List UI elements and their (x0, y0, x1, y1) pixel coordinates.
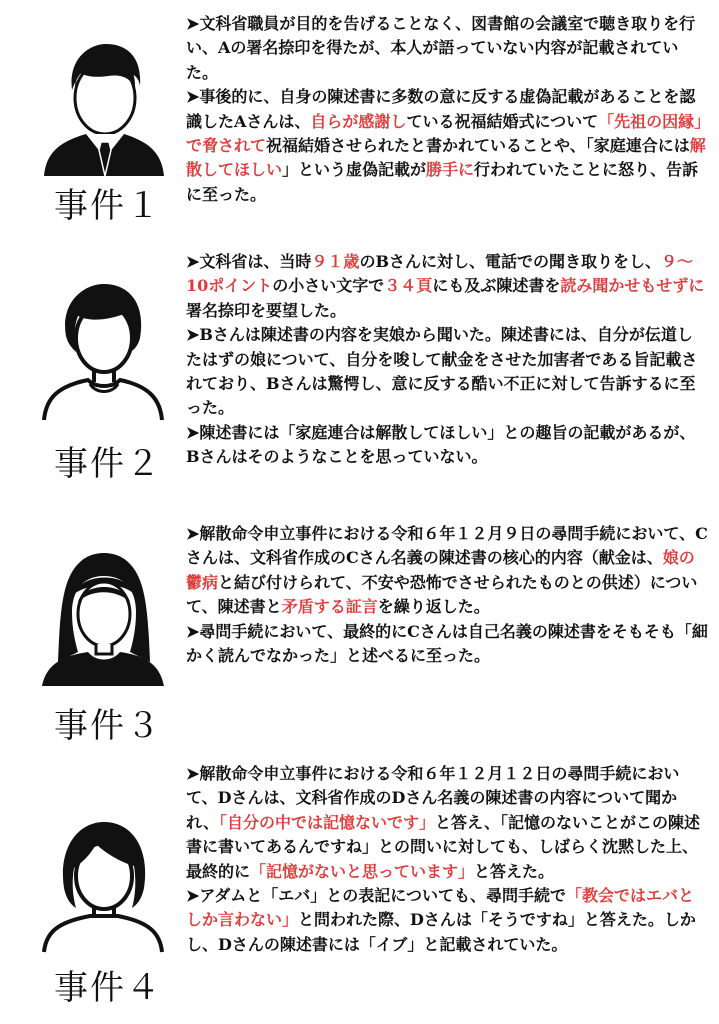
body-text: 行われていたことに怒り、告訴に至った。 (186, 160, 699, 204)
highlighted-text: 自らが感謝し (310, 111, 407, 131)
elderly-woman-icon (38, 276, 168, 422)
body-text: ➤アダムと「エバ」との表記についても、尋問手続で (186, 886, 566, 906)
highlighted-text: ９～10ポイント (186, 252, 693, 296)
case-2-text (186, 250, 708, 470)
body-text: を繰り返した。 (377, 597, 490, 617)
case-4-paragraph-1 (186, 762, 708, 884)
body-text: と問われた際、Dさんは「そうですね」と答えた。しかし、Dさんの陳述書には「イブ」と記載されていた。 (186, 910, 696, 954)
highlighted-text: ９１歳 (311, 252, 360, 271)
case-2 (0, 240, 719, 500)
body-text: と答えた。 (474, 861, 555, 881)
case-1-paragraph-2 (186, 85, 708, 207)
case-3-paragraph-2 (186, 620, 708, 669)
case-4 (0, 758, 719, 1024)
case-3-label: 事件３ (54, 706, 162, 746)
body-text: ている祝福結婚式について (406, 111, 599, 131)
highlighted-text: 勝手に (426, 160, 475, 180)
case-3 (0, 510, 719, 750)
case-2-label: 事件２ (54, 444, 162, 484)
highlighted-text: 「自分の中では記憶ないです」 (218, 812, 435, 832)
body-text: と結び付けられて、不安や恐怖でさせられたものとの供述）について、陳述書と (186, 572, 698, 617)
case-1-text (186, 12, 708, 207)
body-text: ➤文科省職員が目的を告げることなく、図書館の会議室で聴き取りを行い、Aの署名捺印を得たが、本人が語っていない内容が記載されていた。 (186, 14, 696, 82)
case-2-paragraph-3 (186, 421, 708, 470)
highlighted-text: 読み聞かせもせずに (560, 276, 705, 296)
body-text: にも及ぶ陳述書を (432, 276, 561, 296)
body-text: ➤解散命令申立事件における令和６年１２月１２日の尋問手続において、Dさんは、文科省作成のDさん名義の陳述書の内容について聞かれ、 (186, 764, 680, 832)
body-text: ➤尋問手続において、最終的にCさんは自己名義の陳述書をそもそも「細かく読んでなかった」と述べるに至った。 (186, 621, 708, 666)
case-4-text (186, 762, 708, 957)
body-text: 署名捺印を要望した。 (186, 300, 347, 320)
highlighted-text: 「先祖の因縁」で脅されて (186, 111, 703, 156)
body-text: ➤Bさんは陳述書の内容を実娘から聞いた。陳述書には、自分が伝道したはずの娘について、自分を唆して献金をさせた加害者である旨記載されており、Bさんは驚愕し、意に反する酷い不正に対して告訴するに至った。 (186, 325, 698, 418)
highlighted-text: ３４頁 (384, 276, 433, 296)
case-4-paragraph-2 (186, 884, 708, 957)
case-3-text (186, 522, 708, 668)
body-text: のBさんに対し、電話での聞き取りをし、 (359, 252, 661, 271)
body-text: の小さい文字で (272, 276, 385, 296)
highlighted-text: 解散してほしい (186, 136, 706, 180)
highlighted-text: 矛盾する証言 (281, 597, 378, 617)
highlighted-text: 「教会ではエバとしか言わない」 (186, 886, 694, 930)
man-in-suit-icon (38, 38, 168, 178)
case-2-paragraph-1 (186, 250, 708, 323)
case-4-label: 事件４ (54, 968, 162, 1008)
body-text: ➤文科省は、当時 (186, 252, 312, 271)
body-text: 祝福結婚させられたと書かれていることや、「家庭連合には (266, 136, 690, 156)
long-hair-woman-icon (38, 542, 168, 688)
case-2-paragraph-2 (186, 323, 708, 421)
highlighted-text: 娘の鬱病 (186, 548, 695, 592)
body-text: ➤事後的に、自身の陳述書に多数の意に反する虚偽記載があることを認識したAさんは、 (186, 87, 696, 131)
body-text: と答え、「記憶のないことがこの陳述書に書いてあるんですね」との問いに対しても、しばらく沈黙した上、最終的に (186, 812, 700, 881)
body-text: ➤解散命令申立事件における令和６年１２月９日の尋問手続において、Cさんは、文科省作成のCさん名義の陳述書の核心的内容（献金は、 (186, 524, 708, 568)
short-hair-woman-icon (38, 808, 168, 954)
body-text: 」という虚偽記載が (282, 160, 427, 180)
case-1-paragraph-1 (186, 12, 708, 85)
case-1 (0, 0, 719, 230)
case-1-label: 事件１ (54, 186, 162, 226)
case-3-paragraph-1 (186, 522, 708, 620)
body-text: ➤陳述書には「家庭連合は解散してほしい」との趣旨の記載があるが、Bさんはそのようなことを思っていない。 (186, 422, 696, 467)
highlighted-text: 「記憶がないと思っています」 (250, 861, 475, 881)
